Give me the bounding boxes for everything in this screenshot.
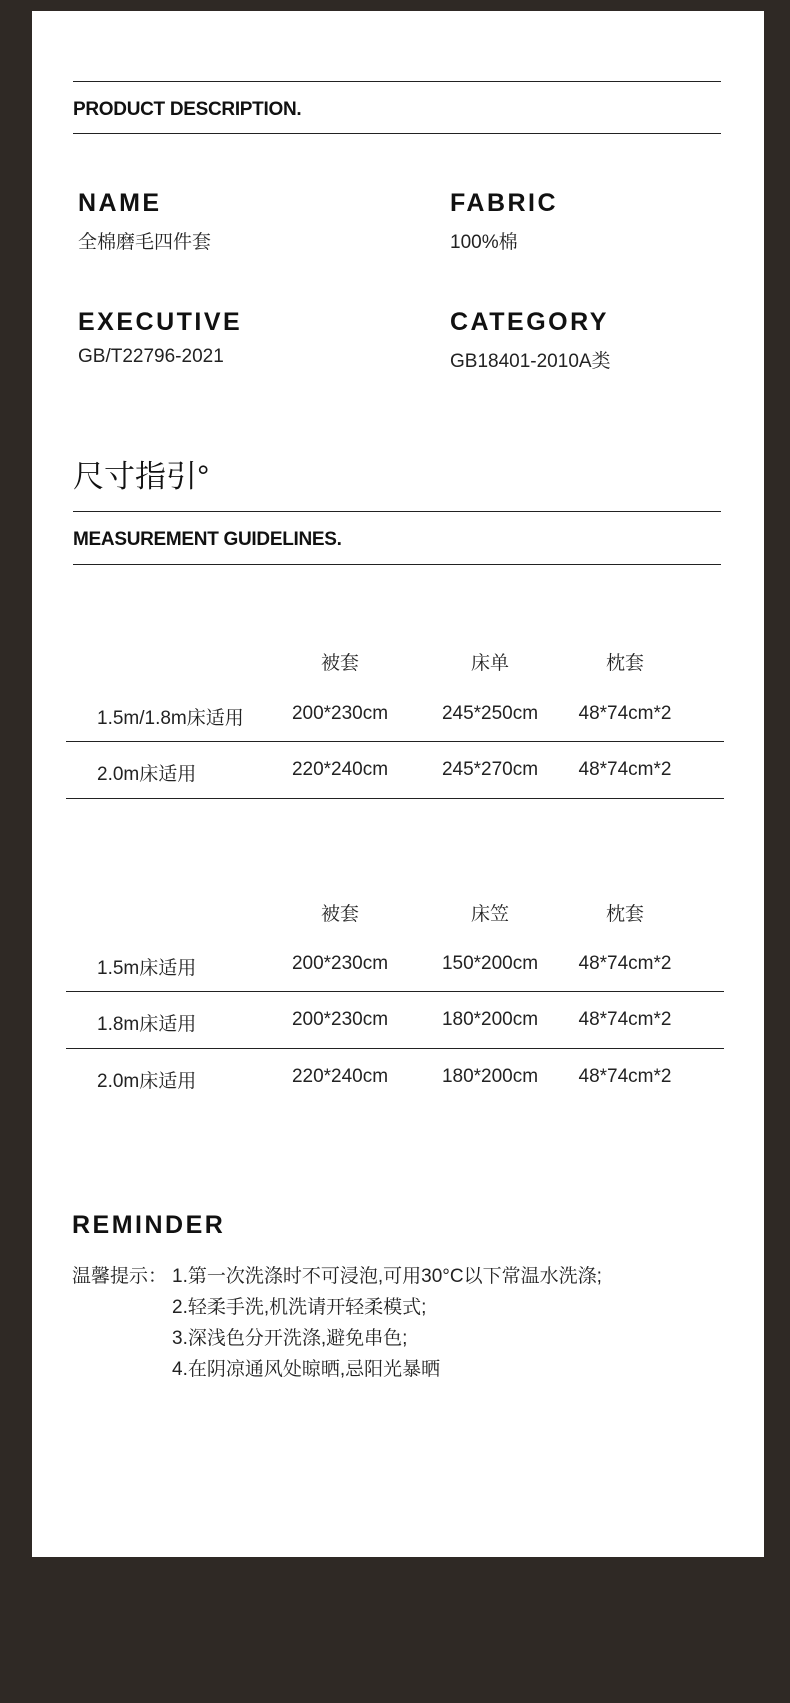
- table-cell: 48*74cm*2: [578, 953, 672, 974]
- table-cell: 220*240cm: [291, 1066, 389, 1087]
- table-cell: 200*230cm: [291, 1009, 389, 1030]
- table-cell: 48*74cm*2: [578, 703, 672, 724]
- category-value: GB18401-2010A类: [450, 351, 611, 372]
- name-label: NAME: [78, 189, 162, 217]
- table-cell: 245*250cm: [441, 703, 539, 724]
- table-header: 床单: [470, 653, 509, 674]
- table-header: 被套: [320, 653, 359, 674]
- reminder-line: 3.深浅色分开洗涤,避免串色;: [172, 1328, 408, 1349]
- executive-label: EXECUTIVE: [78, 308, 243, 336]
- table-cell: 2.0m床适用: [97, 1071, 197, 1092]
- table-cell: 150*200cm: [441, 953, 539, 974]
- table-cell: 1.5m床适用: [97, 958, 197, 979]
- table-cell: 180*200cm: [441, 1066, 539, 1087]
- divider: [73, 564, 721, 565]
- table-header: 枕套: [605, 653, 644, 674]
- row-divider: [66, 798, 724, 799]
- product-description-title: PRODUCT DESCRIPTION.: [73, 99, 302, 120]
- table-header: 被套: [320, 904, 359, 925]
- table-cell: 200*230cm: [291, 703, 389, 724]
- fabric-label: FABRIC: [450, 189, 559, 217]
- product-info-card: [32, 11, 764, 1557]
- row-divider: [66, 741, 724, 742]
- table-cell: 48*74cm*2: [578, 1066, 672, 1087]
- reminder-line: 2.轻柔手洗,机洗请开轻柔模式;: [172, 1297, 427, 1318]
- table-header: 枕套: [605, 904, 644, 925]
- table-cell: 200*230cm: [291, 953, 389, 974]
- divider: [73, 133, 721, 134]
- name-value: 全棉磨毛四件套: [78, 232, 212, 253]
- table-cell: 48*74cm*2: [578, 759, 672, 780]
- reminder-line: 1.第一次洗涤时不可浸泡,可用30°C以下常温水洗涤;: [172, 1266, 602, 1287]
- table-cell: 1.8m床适用: [97, 1014, 197, 1035]
- measurement-guidelines-title: MEASUREMENT GUIDELINES.: [73, 529, 342, 550]
- size-guide-title: 尺寸指引°: [73, 459, 210, 494]
- table-cell: 245*270cm: [441, 759, 539, 780]
- table-cell: 2.0m床适用: [97, 764, 197, 785]
- table-header: 床笠: [470, 904, 509, 925]
- table-cell: 1.5m/1.8m床适用: [97, 708, 244, 729]
- divider: [73, 511, 721, 512]
- category-label: CATEGORY: [450, 308, 609, 336]
- executive-value: GB/T22796-2021: [78, 346, 224, 367]
- fabric-value: 100%棉: [450, 232, 518, 253]
- row-divider: [66, 991, 724, 992]
- table-cell: 48*74cm*2: [578, 1009, 672, 1030]
- reminder-line: 4.在阴凉通风处晾晒,忌阳光暴晒: [172, 1359, 441, 1380]
- reminder-title: REMINDER: [72, 1211, 226, 1239]
- table-cell: 220*240cm: [291, 759, 389, 780]
- row-divider: [66, 1048, 724, 1049]
- table-cell: 180*200cm: [441, 1009, 539, 1030]
- divider: [73, 81, 721, 82]
- reminder-prefix: 温馨提示：: [72, 1266, 168, 1287]
